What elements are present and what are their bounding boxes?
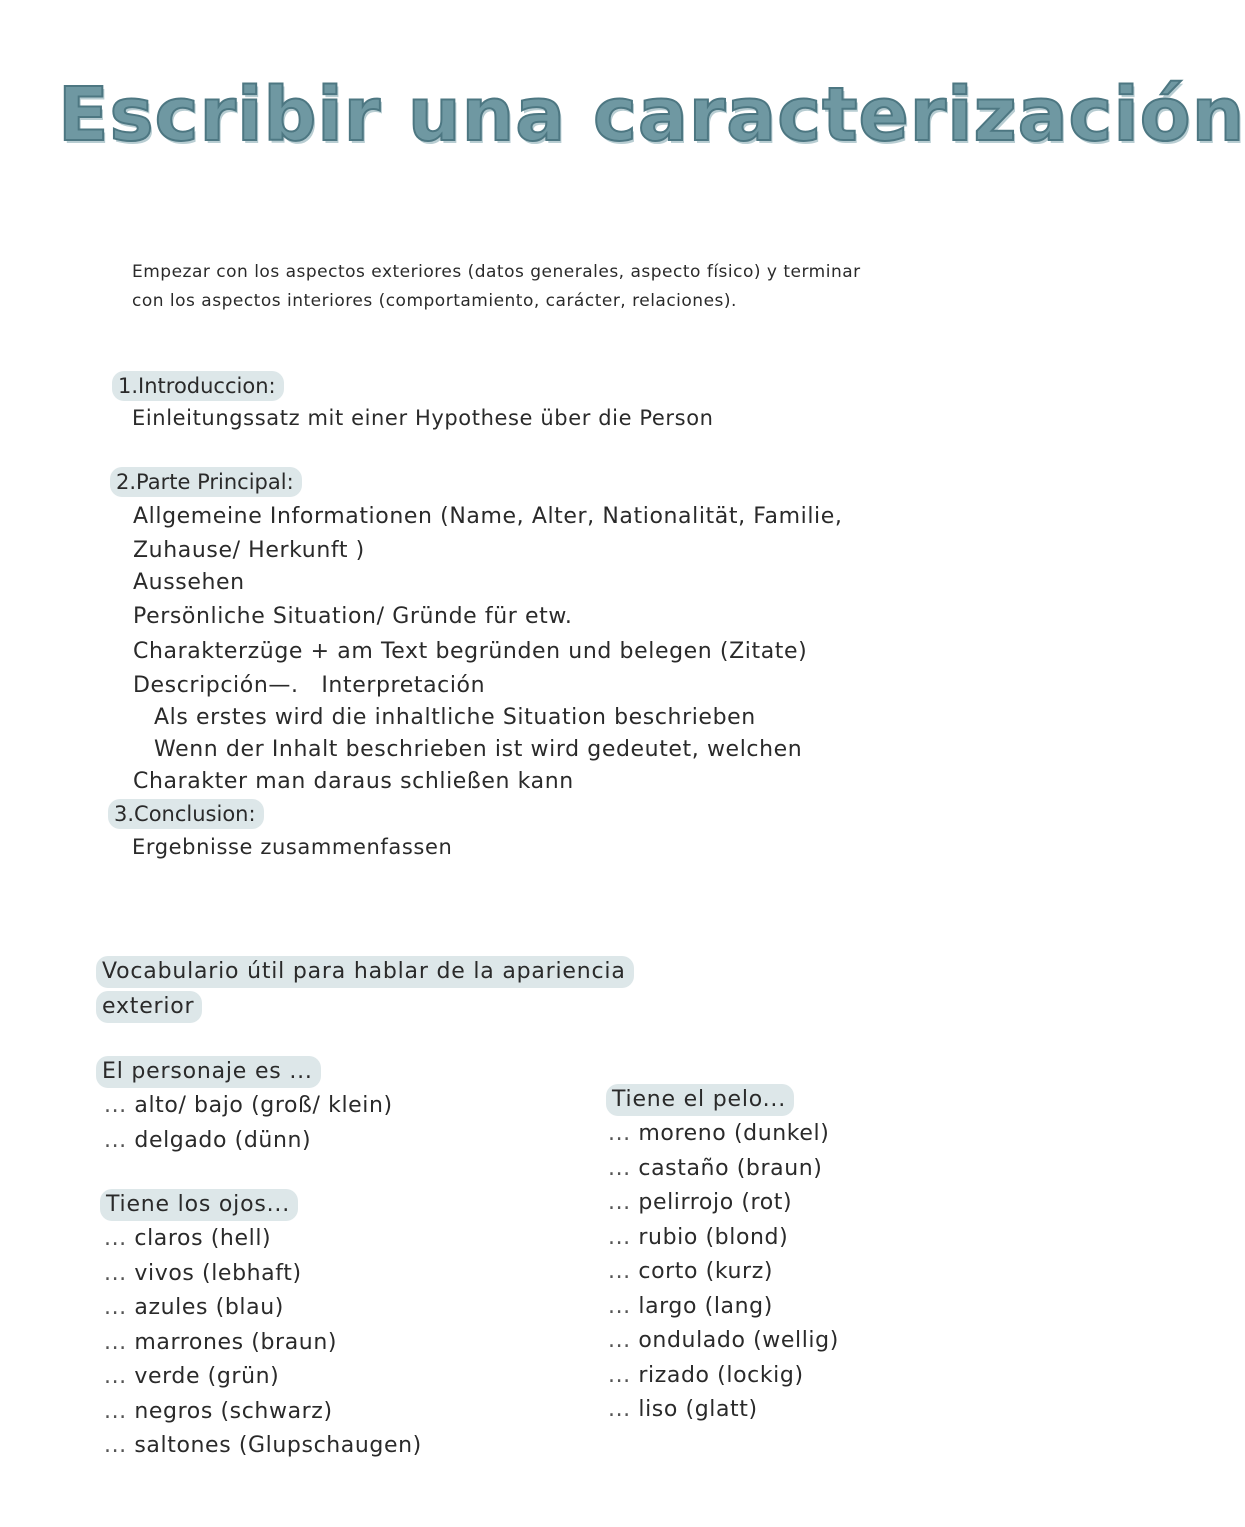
section-heading-introduccion: 1.Introduccion: <box>112 371 284 401</box>
principal-line: Charakter man daraus schließen kann <box>133 769 574 794</box>
principal-line: Allgemeine Informationen (Name, Alter, Nationalität, Familie, <box>133 504 843 529</box>
item-text: delgado (dünn) <box>134 1127 312 1153</box>
item-prefix: ... <box>104 1329 135 1355</box>
item-prefix: ... <box>608 1293 639 1319</box>
item-text: liso (glatt) <box>638 1397 758 1422</box>
section-heading-principal: 2.Parte Principal: <box>110 467 302 497</box>
personaje-heading: El personaje es ... <box>96 1056 321 1088</box>
item-prefix: ... <box>104 1364 135 1389</box>
item-text: marrones (braun) <box>134 1329 338 1355</box>
list-item <box>608 1221 839 1256</box>
item-prefix: ... <box>608 1397 639 1422</box>
principal-line: Aussehen <box>133 570 245 595</box>
list-item <box>104 1429 422 1464</box>
page-title: Escribir una caracterización <box>58 72 1245 158</box>
item-prefix: ... <box>608 1259 639 1284</box>
item-text: saltones (Glupschaugen) <box>134 1433 422 1458</box>
list-item <box>104 1326 422 1361</box>
item-prefix: ... <box>608 1224 639 1250</box>
list-item <box>104 1360 422 1395</box>
list-item <box>608 1359 839 1394</box>
list-item <box>608 1255 839 1290</box>
item-text: vivos (lebhaft) <box>134 1260 302 1286</box>
list-item <box>608 1290 839 1325</box>
item-text: ondulado (wellig) <box>638 1328 839 1353</box>
item-prefix: ... <box>104 1433 135 1458</box>
principal-line: Persönliche Situation/ Gründe für etw. <box>133 604 573 629</box>
list-item <box>104 1124 393 1159</box>
item-text: verde (grün) <box>134 1364 280 1389</box>
list-item <box>608 1186 839 1221</box>
list-item <box>608 1117 839 1152</box>
principal-line: Zuhause/ Herkunft ) <box>133 538 365 563</box>
item-text: negros (schwarz) <box>134 1398 333 1424</box>
item-text: azules (blau) <box>134 1295 284 1320</box>
list-item <box>608 1152 839 1187</box>
list-item <box>104 1257 422 1292</box>
list-item <box>104 1291 422 1326</box>
item-prefix: ... <box>104 1260 135 1286</box>
list-item <box>104 1222 422 1257</box>
item-prefix: ... <box>104 1226 135 1251</box>
item-prefix: ... <box>608 1155 639 1181</box>
item-text: corto (kurz) <box>638 1259 774 1284</box>
item-text: rubio (blond) <box>638 1224 789 1250</box>
list-item <box>104 1395 422 1430</box>
principal-line: Als erstes wird die inhaltliche Situation beschrieben <box>154 705 756 730</box>
personaje-list <box>104 1089 393 1158</box>
item-prefix: ... <box>608 1121 639 1146</box>
ojos-heading: Tiene los ojos... <box>100 1189 298 1221</box>
item-prefix: ... <box>104 1127 135 1153</box>
vocab-heading-cont: exterior <box>96 991 202 1023</box>
pelo-list <box>608 1117 839 1428</box>
conclusion-text: Ergebnisse zusammenfassen <box>132 835 453 859</box>
item-text: largo (lang) <box>638 1293 773 1319</box>
item-prefix: ... <box>104 1398 135 1424</box>
list-item <box>104 1089 393 1124</box>
item-text: moreno (dunkel) <box>638 1121 830 1146</box>
pelo-heading: Tiene el pelo... <box>606 1084 794 1116</box>
item-text: pelirrojo (rot) <box>638 1190 793 1215</box>
item-prefix: ... <box>608 1190 639 1215</box>
principal-line: Descripción—. Interpretación <box>133 673 486 698</box>
item-prefix: ... <box>104 1295 135 1320</box>
item-text: alto/ bajo (groß/ klein) <box>134 1093 393 1118</box>
item-prefix: ... <box>608 1328 639 1353</box>
item-prefix: ... <box>104 1093 135 1118</box>
item-text: rizado (lockig) <box>638 1362 804 1388</box>
introduccion-text: Einleitungssatz mit einer Hypothese über die Person <box>132 406 714 430</box>
item-prefix: ... <box>608 1362 639 1388</box>
vocab-heading: Vocabulario útil para hablar de la apariencia <box>96 956 634 988</box>
item-text: claros (hell) <box>134 1226 272 1251</box>
list-item <box>608 1393 839 1428</box>
list-item <box>608 1324 839 1359</box>
principal-line: Wenn der Inhalt beschrieben ist wird gedeutet, welchen <box>154 737 803 762</box>
section-heading-conclusion: 3.Conclusion: <box>108 799 264 829</box>
item-text: castaño (braun) <box>638 1155 823 1181</box>
ojos-list <box>104 1222 422 1464</box>
intro-text: Empezar con los aspectos exteriores (datos generales, aspecto físico) y terminar con los aspectos interiores (comportamiento, carácter, relaciones). <box>132 262 861 311</box>
principal-line: Charakterzüge + am Text begründen und belegen (Zitate) <box>133 639 808 664</box>
